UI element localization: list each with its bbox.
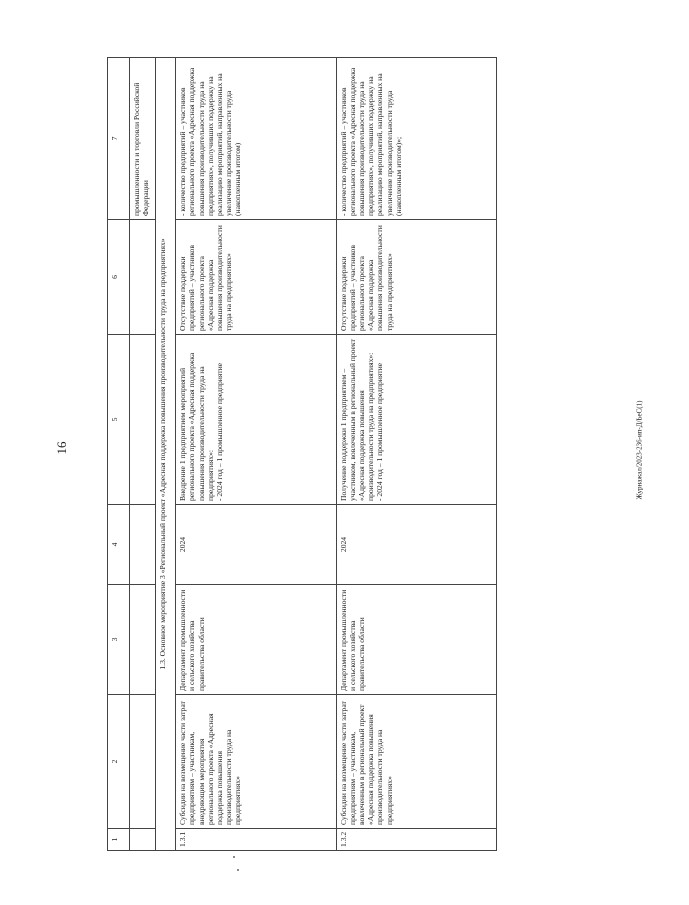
- header-col-5: 5: [108, 335, 130, 505]
- header-col-7: 7: [108, 58, 130, 220]
- table-row: [176, 58, 336, 851]
- indicator: - количество предприятий – участников регионального проекта «Адресная поддержка повышения производительности труда на предприятиях», получивших поддержку на реализацию мероприятий, направленных на увеличение производительности труда (накопленным итогом)»;: [336, 58, 496, 220]
- page-number: 16: [54, 441, 69, 455]
- measure-name: Субсидии на возмещение части затрат предприятиям – участникам, вовлеченным в региональный проект «Адресная поддержка повышения производительности труда на предприятиях»: [336, 695, 496, 829]
- continuation-cell: [129, 585, 155, 695]
- expected-result: Внедрение 1 предприятием мероприятий регионального проекта «Адресная поддержка повышения производительности труда на предприятиях»: - 2024 год – 1 промышленное предприятие: [176, 335, 336, 505]
- footer-note-text: Журнажал/2023-236-ип-Д/ЬеС(1): [635, 400, 644, 500]
- continuation-cell: [129, 220, 155, 335]
- continuation-row: [129, 58, 155, 851]
- header-col-4: 4: [108, 505, 130, 585]
- program-table: [107, 57, 497, 851]
- consequences: Отсутствие поддержки предприятий – участников регионального проекта «Адресная поддержка повышения производительности труда на предприятиях»: [176, 220, 336, 335]
- continuation-cell: [129, 505, 155, 585]
- footer-note: [590, 400, 644, 500]
- row-number: 1.3.1: [176, 829, 336, 851]
- row-number: 1.3.2: [336, 829, 496, 851]
- continuation-text: промышленности и торговли Российской Федерации: [129, 58, 155, 220]
- consequences: Отсутствие поддержки предприятий – участников регионального проекта «Адресная поддержка повышения производительности труда на предприятиях»: [336, 220, 496, 335]
- section-title: 1.3. Основное мероприятие 3 «Региональный проект «Адресная поддержка повышения производительности труда на предприятиях»: [155, 58, 176, 851]
- header-col-3: 3: [108, 585, 130, 695]
- continuation-cell: [129, 335, 155, 505]
- executor: Департамент промышленности и сельского хозяйства правительства области: [336, 585, 496, 695]
- section-row: [155, 58, 176, 851]
- year: 2024: [176, 505, 336, 585]
- measure-name: Субсидии на возмещение части затрат предприятиям – участникам, внедряющим мероприятия регионального проекта «Адресная поддержка повышения производительности труда на предприятиях»: [176, 695, 336, 829]
- continuation-cell: [129, 829, 155, 851]
- expected-result: Получение поддержки 1 предприятием – участником, вовлеченным в региональный проект «Адресная поддержка повышения производительности труда на предприятиях»: - 2024 год – 1 промышленное предприятие: [336, 335, 496, 505]
- indicator: - количество предприятий – участников регионального проекта «Адресная поддержка повышения производительности труда на предприятиях», получивших поддержку на реализацию мероприятий, направленных на увеличение производительности труда (накопленным итогом): [176, 58, 336, 220]
- header-col-6: 6: [108, 220, 130, 335]
- table-row: [336, 58, 496, 851]
- executor: Департамент промышленности и сельского хозяйства правительства области: [176, 585, 336, 695]
- header-row: [108, 58, 130, 851]
- table-sheet: [107, 58, 497, 851]
- year: 2024: [336, 505, 496, 585]
- scan-speck: [233, 856, 235, 858]
- continuation-cell: [129, 695, 155, 829]
- scan-speck: [237, 869, 239, 871]
- header-col-1: 1: [108, 829, 130, 851]
- rotated-page: [107, 58, 497, 851]
- header-col-2: 2: [108, 695, 130, 829]
